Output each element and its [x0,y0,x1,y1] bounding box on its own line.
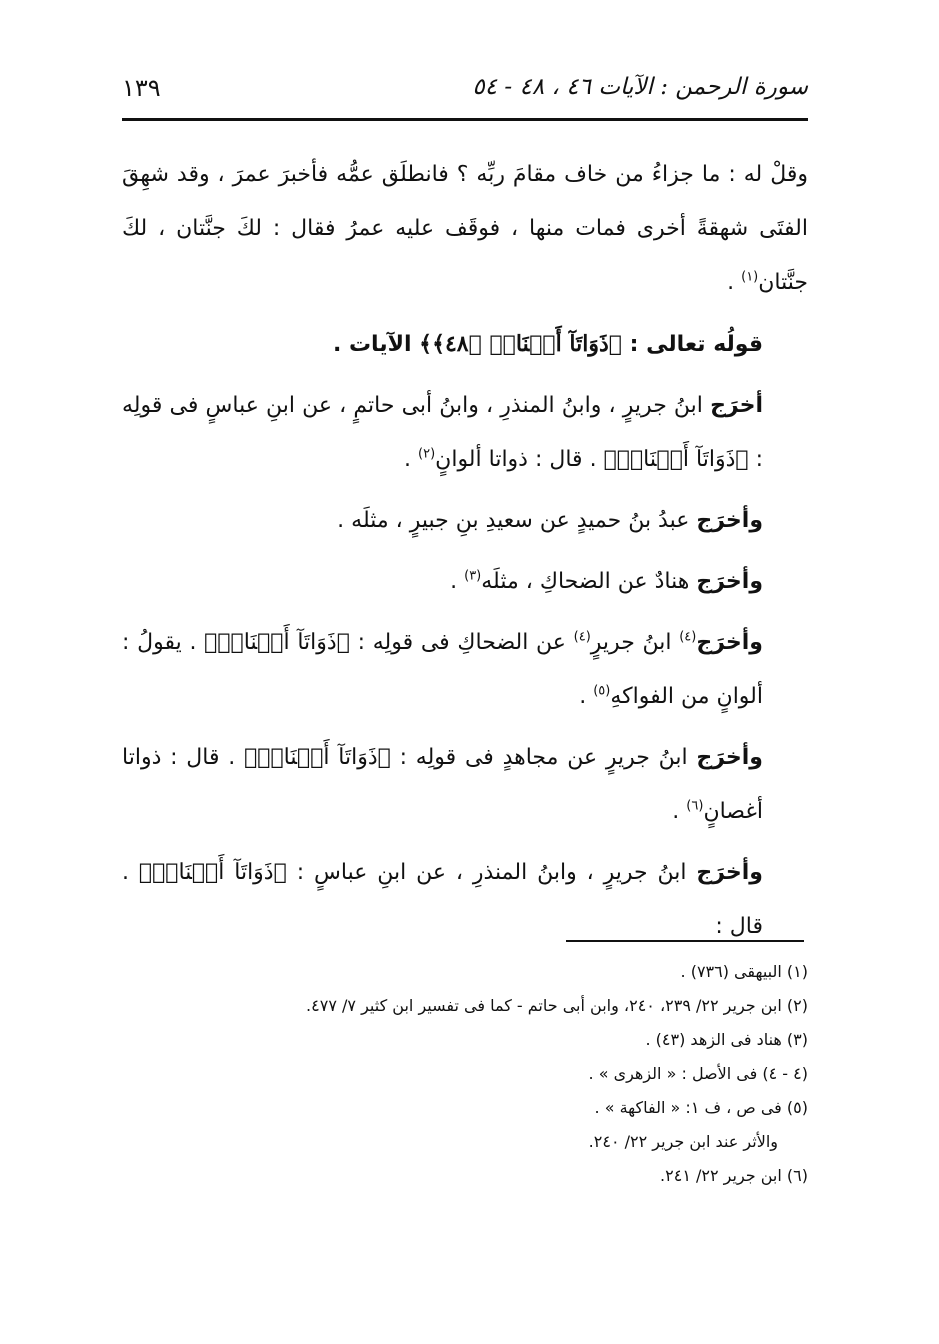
paragraph-4 [122,494,808,548]
footnote-1: (١) البيهقى (٧٣٦) . [680,962,808,981]
footnote-ref-5: (٥) [593,683,611,699]
lead-word: وأخرَج [696,745,763,770]
footnote-5: (٥) فى ص ، ف ١: « الفاكهة » . [594,1098,808,1117]
footnote-ref-3: (٣) [464,568,482,584]
paragraph-3 [122,379,808,487]
paragraph-text: ابنُ جريرٍ عن مجاهدٍ فى قولِه : [390,745,697,770]
paragraph-6 [122,616,808,724]
paragraph-text: ابنُ جريرٍ ، وابنُ المنذرِ ، عن ابنِ عباسٍ : [286,860,697,885]
footnote-6: (٦) ابن جرير ٢٢/ ٢٤١. [660,1166,808,1185]
quran-verse: ﴿ذَوَاتَآ أَفۡنَانٖ﴾ [603,447,749,472]
paragraph-end: . [579,684,594,709]
paragraph-text: وقلْ له : ما جزاءُ من خاف مقامَ ربِّه ؟ فانطلَق عمُّه فأخبرَ عمرَ ، وقد شهِقَ الفتَى شهقةً أخرى فمات منها ، فوقَف عليه عمرُ فقال : لكَ جنَّتان ، لكَ جنَّتان [122,162,808,295]
quran-verse: ﴿ذَوَاتَآ أَفۡنَانٖ﴾ [204,630,350,655]
running-title: سورة الرحمن : الآيات ٤٦ ، ٤٨ - ٥٤ [472,74,808,100]
paragraph-text: ابنُ جريرٍ [590,630,680,655]
paragraph-1 [122,148,808,310]
quran-verse: ﴿ذَوَاتَآ أَفۡنَانٖ﴾ [138,860,287,885]
paragraph-text-2: . قال : ذواتا ألوانٍ [435,447,604,472]
paragraph-end: . [404,447,419,472]
main-text [122,148,808,961]
page-number: ١٣٩ [122,74,161,102]
footnotes [122,955,808,1193]
lead-word: وأخرَج [696,508,763,533]
paragraph-5 [122,555,808,609]
paragraph-2 [122,317,808,372]
quran-verse: ﴿ذَوَاتَآ أَفۡنَانٖ﴾ [244,745,391,770]
footnote-ref-4-open: (٤) [679,629,697,645]
footnote-ref-6: (٦) [686,798,704,814]
lead-word: وأخرَج [696,630,763,655]
lead-word: أخرَج [710,393,763,418]
paragraph-text: الآيات . [332,332,412,357]
paragraph-text: عبدُ بنُ حميدٍ عن سعيدِ بنِ جبيرٍ ، مثلَه . [337,508,697,533]
footnote-ref-2: (٢) [418,446,436,462]
paragraph-text-2: . قال : [122,860,763,939]
paragraph-text: هنادٌ عن الضحاكِ ، مثلَه [481,569,697,594]
lead-word: وأخرَج [696,569,763,594]
paragraph-end: . [672,799,687,824]
paragraph-end: . [727,270,742,295]
footnote-3: (٣) هناد فى الزهد (٤٣) . [645,1030,808,1049]
paragraph-text-3: . يقولُ : ألوانٍ من الفواكهِ [122,630,763,709]
header-divider [122,118,808,121]
paragraph-7 [122,731,808,839]
paragraph-text-2: . قال : ذواتا أغصانٍ [122,745,763,824]
quran-verse: ﴿ذَوَاتَآ أَفۡنَانٖ ﴿٤٨﴾﴾ [411,331,630,357]
paragraph-8 [122,846,808,954]
footnote-4: (٤ - ٤) فى الأصل : « الزهرى » . [588,1064,808,1083]
paragraph-text-2: عن الضحاكِ فى قولِه : [349,630,574,655]
footnote-5-continuation: والأثر عند ابن جرير ٢٢/ ٢٤٠. [588,1132,778,1151]
footnote-2: (٢) ابن جرير ٢٢/ ٢٣٩، ٢٤٠، وابن أبى حاتم - كما فى تفسير ابن كثير ٧/ ٤٧٧. [306,996,808,1015]
footnote-divider [566,940,804,942]
lead-word: وأخرَج [696,860,763,885]
footnote-ref-1: (١) [741,269,759,285]
paragraph-end: . [450,569,465,594]
paragraph-text: ابنُ جريرٍ ، وابنُ المنذرِ ، وابنُ أبى حاتمٍ ، عن ابنِ عباسٍ فى قولِه : [122,393,763,472]
verse-intro: قولُه تعالى : [629,332,763,357]
footnote-ref-4-close: (٤) [573,629,591,645]
page-header [122,70,808,110]
